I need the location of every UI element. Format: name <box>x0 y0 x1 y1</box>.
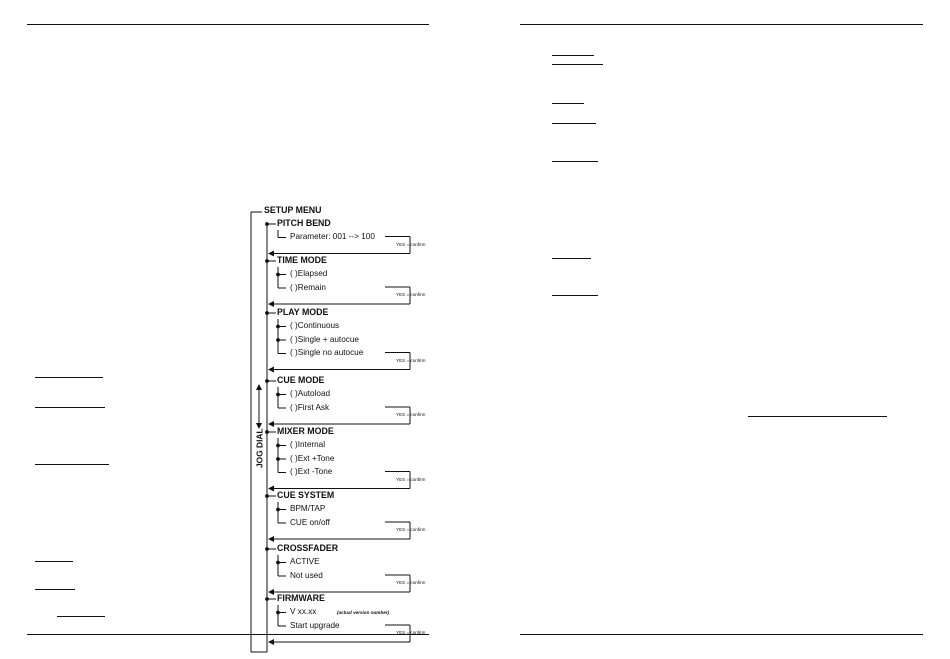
confirm-return-arrow <box>268 251 274 257</box>
menu-option: V xx.xx <box>290 607 317 616</box>
confirm-return-arrow <box>268 639 274 645</box>
confirm-return-arrow <box>268 421 274 427</box>
menu-option: ( )Single + autocue <box>290 334 359 344</box>
confirm-return-arrow <box>268 367 274 373</box>
confirm-label: YES = confirm <box>396 527 426 532</box>
section-title: PITCH BEND <box>277 218 331 228</box>
menu-option: ( )Ext -Tone <box>290 467 333 476</box>
menu-option: Start upgrade <box>290 620 340 630</box>
menu-option: ACTIVE <box>290 557 320 566</box>
menu-option: ( )Ext +Tone <box>290 453 335 463</box>
section-title: CROSSFADER <box>277 543 339 553</box>
menu-option: BPM/TAP <box>290 504 326 513</box>
menu-option: ( )First Ask <box>290 402 330 412</box>
menu-option: ( )Elapsed <box>290 269 328 278</box>
section-title: CUE SYSTEM <box>277 490 335 500</box>
jog-dial-label: JOG DIAL <box>254 428 265 468</box>
confirm-return-arrow <box>268 301 274 307</box>
section-title: TIME MODE <box>277 255 327 265</box>
confirm-label: YES = confirm <box>396 357 426 363</box>
menu-option: ( )Autoload <box>290 389 331 398</box>
confirm-return-arrow <box>268 486 274 492</box>
menu-option: ( )Remain <box>290 282 326 292</box>
jog-dial-arrow-up <box>256 384 262 390</box>
menu-option: CUE on/off <box>290 517 330 527</box>
section-title: MIXER MODE <box>277 426 334 436</box>
confirm-label: YES = confirm <box>396 292 426 297</box>
confirm-label: YES = confirm <box>396 630 426 635</box>
version-note: (actual version number) <box>337 609 390 615</box>
confirm-return-arrow <box>268 536 274 542</box>
menu-option: ( )Single no autocue <box>290 348 364 357</box>
section-title: FIRMWARE <box>277 593 325 603</box>
confirm-label: YES = confirm <box>396 412 426 417</box>
section-title: CUE MODE <box>277 375 325 385</box>
confirm-label: YES = confirm <box>396 580 426 585</box>
confirm-label: YES = confirm <box>396 476 426 482</box>
confirm-label: YES = confirm <box>396 241 426 247</box>
menu-option: Not used <box>290 570 323 580</box>
menu-option: Parameter: 001 --> 100 <box>290 232 375 241</box>
section-title: PLAY MODE <box>277 307 329 317</box>
setup-menu-title: SETUP MENU <box>264 205 322 215</box>
confirm-return-arrow <box>268 589 274 595</box>
menu-option: ( )Continuous <box>290 321 340 330</box>
menu-option: ( )Internal <box>290 440 326 449</box>
